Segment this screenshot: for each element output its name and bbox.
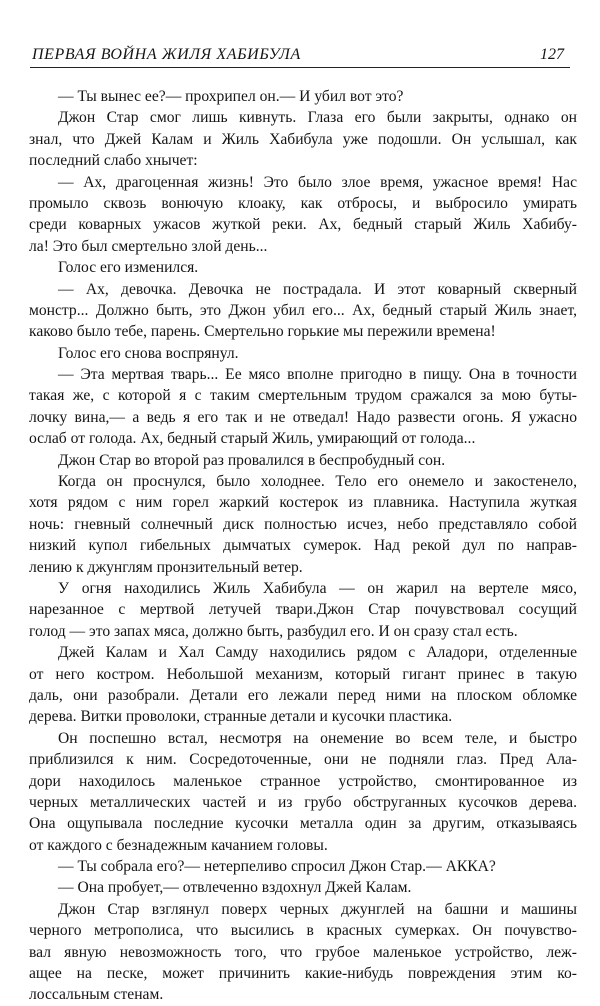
text-line: монстр... Должно быть, это Джон убил его... Ах, бедный старый Жиль знает, bbox=[29, 301, 577, 319]
text-line: Джон Стар взглянул поверх черных джунглей на башни и машины bbox=[58, 900, 577, 918]
text-line: — Ты собрала его?— нетерпеливо спросил Джон Стар.— АККА? bbox=[58, 858, 496, 876]
text-line: среди коварных ужасов жуткой реки. Ах, бедный старый Жиль Хабибу- bbox=[29, 216, 577, 234]
text-line: приблизился к ним. Сосредоточенные, они не подняли глаз. Пред Ала- bbox=[29, 751, 577, 769]
text-line: Он поспешно встал, несмотря на онемение во всем теле, и быстро bbox=[58, 729, 577, 747]
text-line: лочку вина,— а ведь я его так и не отведал! Надо развести огонь. Я ужасно bbox=[29, 408, 577, 426]
text-line: последний слабо хнычет: bbox=[29, 152, 198, 170]
text-line: — Она пробует,— отвлеченно вздохнул Джей Калам. bbox=[58, 879, 412, 897]
text-line: от каждого с безнадежным качанием головы. bbox=[29, 836, 328, 854]
text-line: черного метрополиса, что высились в красных сумерках. Он почувство- bbox=[29, 922, 577, 940]
header-rule bbox=[30, 67, 570, 68]
running-head bbox=[30, 40, 570, 68]
text-line: черных металлических частей и из грубо обструганных кусочков дерева. bbox=[29, 793, 577, 811]
text-line: Джон Стар смог лишь кивнуть. Глаза его были закрыты, однако он bbox=[58, 109, 577, 127]
text-line: дерева. Витки проволоки, странные детали и кусочки пластика. bbox=[29, 708, 453, 726]
text-line: промыло сквозь вонючую клоаку, как отбросы, и выбросило умирать bbox=[29, 194, 577, 212]
text-line: знал, что Джей Калам и Жиль Хабибула уже подошли. Он услышал, как bbox=[29, 130, 577, 148]
text-line: такая же, с которой я с таким смертельным трудом сражался за мою буты- bbox=[29, 387, 577, 405]
text-line: дори находилось маленькое странное устройство, смонтированное из bbox=[29, 772, 577, 790]
text-line: Голос его изменился. bbox=[58, 259, 199, 277]
page-number: 127 bbox=[540, 46, 564, 63]
text-line: Джон Стар во второй раз провалился в беспробудный сон. bbox=[58, 451, 446, 469]
text-line: ащее на песке, может причинить какие-нибудь повреждения этим ко- bbox=[29, 965, 577, 983]
body-text bbox=[29, 86, 577, 1006]
text-line: У огня находились Жиль Хабибула — он жарил на вертеле мясо, bbox=[58, 579, 577, 597]
text-line: даль, они разобрали. Детали его лежали перед ними на плоском обломке bbox=[29, 686, 577, 704]
text-line: нарезанное с мертвой летучей твари.Джон Стар почувствовал сосущий bbox=[29, 601, 577, 619]
text-line: Когда он проснулся, было холоднее. Тело его онемело и закостенело, bbox=[58, 473, 577, 491]
text-line: — Ах, девочка. Девочка не пострадала. И этот коварный скверный bbox=[58, 280, 577, 298]
text-line: — Ах, драгоценная жизнь! Это было злое время, ужасное время! Нас bbox=[58, 173, 577, 191]
text-line: ла! Это был смертельно злой день... bbox=[29, 237, 268, 255]
text-line: вал явную невозможность того, что грубое маленькое устройство, леж- bbox=[29, 943, 577, 961]
text-line: от него костром. Небольшой механизм, который гигант принес в такую bbox=[29, 665, 577, 683]
text-line: каково было тебе, парень. Смертельно горькие мы пережили времена! bbox=[29, 323, 496, 341]
text-line: Голос его снова воспрянул. bbox=[58, 344, 239, 362]
running-title: ПЕРВАЯ ВОЙНА ЖИЛЯ ХАБИБУЛА bbox=[32, 46, 301, 63]
text-line: — Ты вынес ее?— прохрипел он.— И убил вот это? bbox=[58, 88, 404, 105]
text-line: хотя рядом с ним горел жаркий костерок из плавника. Наступила жуткая bbox=[29, 494, 577, 512]
text-line: лоссальным стенам. bbox=[29, 986, 164, 1004]
text-line: — Эта мертвая тварь... Ее мясо вполне пригодно в пищу. Она в точности bbox=[58, 366, 577, 384]
text-line: лению к джунглям пронзительный ветер. bbox=[29, 558, 303, 576]
text-line: Джей Калам и Хал Самду находились рядом с Аладори, отделенные bbox=[58, 644, 577, 662]
text-line: ослаб от голода. Ах, бедный старый Жиль, умирающий от голода... bbox=[29, 430, 476, 448]
text-line: низкий купол гибельных дымчатых сумерок. Над рекой дул по направ- bbox=[29, 537, 577, 555]
text-line: ночь: гневный солнечный диск полностью исчез, небо представляло собой bbox=[29, 515, 577, 533]
text-line: Она ощупывала последние кусочки металла один за другим, отказываясь bbox=[29, 815, 577, 833]
text-line: голод — это запах мяса, должно быть, разбудил его. И он сразу стал есть. bbox=[29, 622, 518, 640]
